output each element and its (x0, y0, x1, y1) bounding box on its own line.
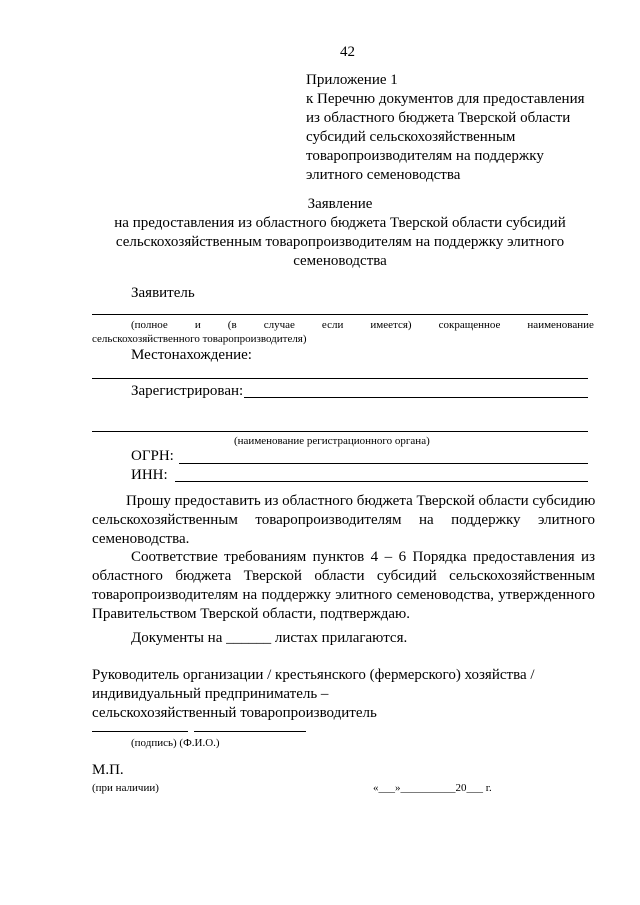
heading-line: семеноводства (293, 253, 387, 269)
confirmation-line: Соответствие требованиям пунктов 4 – 6 Порядка предоставления из (131, 549, 595, 565)
hint-word: сокращенное (438, 319, 501, 331)
hint-word: и (194, 319, 201, 331)
location-line (92, 378, 588, 379)
ogrn-line (179, 463, 588, 464)
heading-title: Заявление (307, 196, 373, 212)
heading-line: на предоставления из областного бюджета Тверской области субсидий (114, 215, 566, 231)
appendix-line: к Перечню документов для предоставления (306, 91, 585, 107)
request-line: семеноводства. (92, 531, 190, 547)
stamp-label: М.П. (92, 762, 124, 778)
signature-hint: (подпись) (Ф.И.О.) (131, 737, 220, 749)
attachments-line (131, 629, 407, 648)
appendix-line: субсидий сельскохозяйственным (306, 129, 516, 145)
signer-line: сельскохозяйственный товаропроизводитель (92, 705, 377, 721)
applicant-name-line (92, 314, 588, 315)
hint-word: случае (263, 319, 295, 331)
attachments-after: листах прилагаются. (274, 630, 408, 646)
attachments-blank: ______ (226, 630, 272, 646)
attachments-before: Документы на (131, 630, 223, 646)
ogrn-label: ОГРН: (131, 448, 174, 464)
location-label: Местонахождение: (131, 347, 252, 363)
date-field: «___»__________20___ г. (373, 782, 492, 794)
signer-block (92, 666, 535, 723)
registrar-hint: (наименование регистрационного органа) (234, 435, 430, 447)
hint-word: наименование (527, 319, 594, 331)
inn-line (175, 481, 588, 482)
appendix-title: Приложение 1 (306, 72, 398, 88)
applicant-label: Заявитель (131, 285, 195, 301)
hint-word: имеется) (370, 319, 412, 331)
confirmation-line: областного бюджета Тверской области субсидий сельскохозяйственным (92, 568, 595, 584)
appendix-line: товаропроизводителям на поддержку (306, 148, 544, 164)
applicant-hint-line1 (131, 318, 594, 332)
signer-line: индивидуальный предприниматель – (92, 686, 329, 702)
signature-line (92, 731, 188, 732)
request-line: сельскохозяйственным товаропроизводителям на поддержку элитного (92, 512, 595, 528)
heading-line: сельскохозяйственным товаропроизводителям на поддержку элитного (115, 234, 565, 250)
registered-line (92, 431, 588, 432)
appendix-line: элитного семеноводства (306, 167, 461, 183)
registered-line-inline (244, 397, 588, 398)
confirmation-line: Правительством Тверской области, подтверждаю. (92, 606, 411, 622)
appendix-line: из областного бюджета Тверской области (306, 110, 571, 126)
hint-word: (полное (131, 319, 168, 331)
request-line: Прошу предоставить из областного бюджета Тверской области субсидию (126, 493, 596, 509)
inn-label: ИНН: (131, 467, 168, 483)
hint-word: если (321, 319, 344, 331)
registered-label: Зарегистрирован: (131, 383, 244, 399)
confirmation-line: товаропроизводителям на поддержку элитного семеноводства, утвержденного (92, 587, 595, 603)
appendix-block (306, 71, 585, 185)
signer-line: Руководитель организации / крестьянского (фермерского) хозяйства / (92, 667, 535, 683)
page-number: 42 (340, 44, 355, 60)
statement-heading (92, 195, 588, 271)
applicant-hint-line2: сельскохозяйственного товаропроизводителя) (92, 333, 307, 345)
stamp-note: (при наличии) (92, 782, 159, 794)
hint-word: (в (227, 319, 237, 331)
fio-line (194, 731, 306, 732)
